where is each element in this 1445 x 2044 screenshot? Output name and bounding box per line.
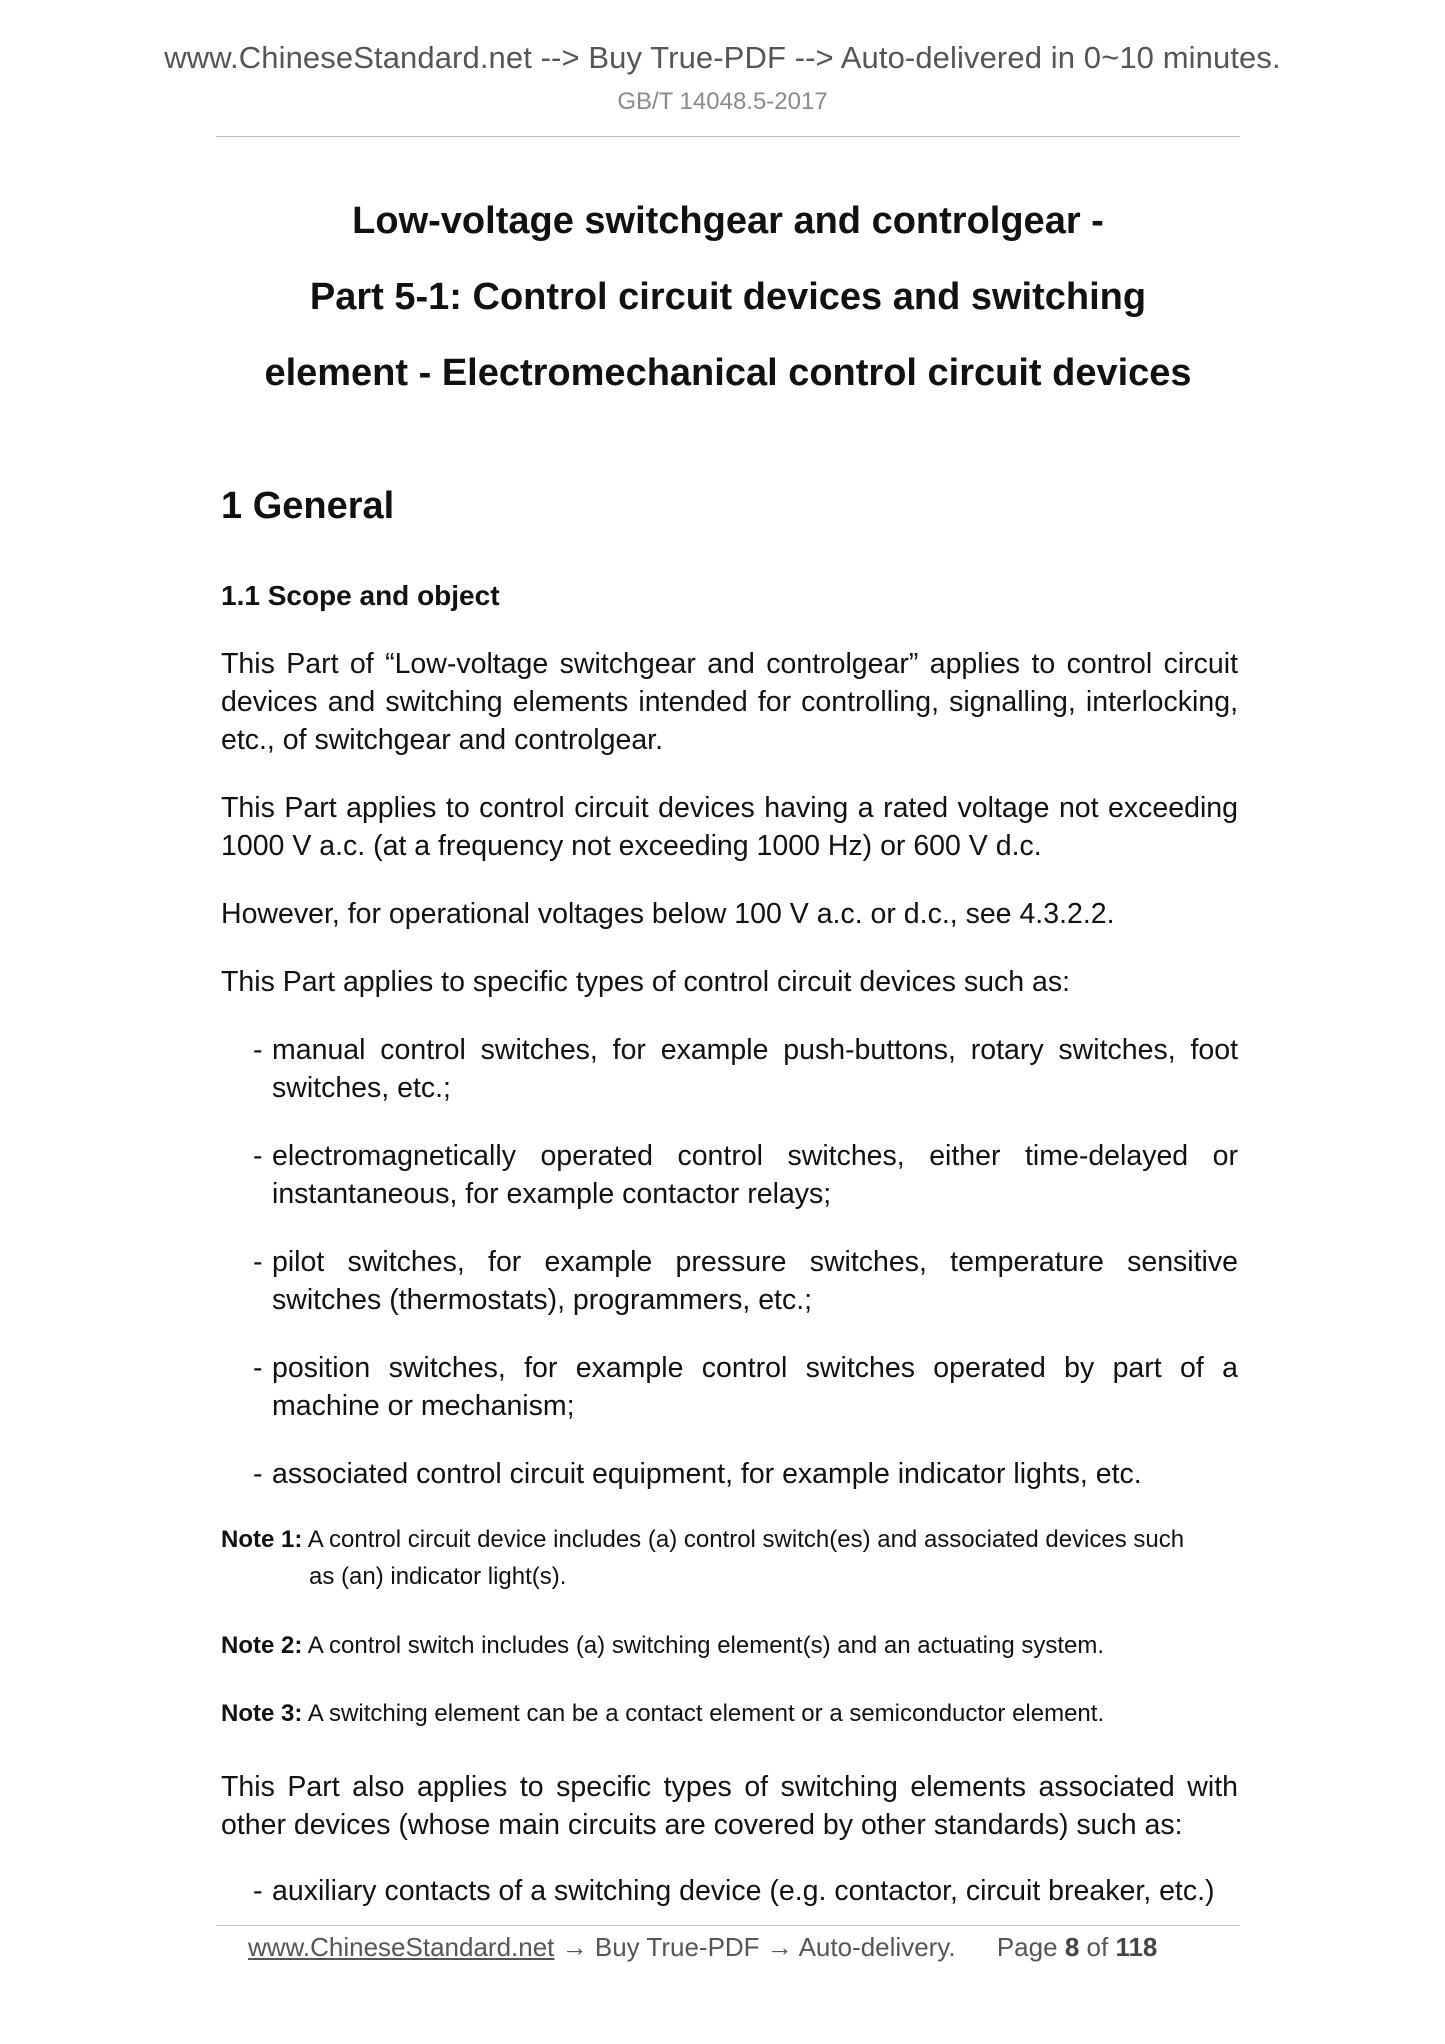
title-line-1: Low-voltage switchgear and controlgear - [352,200,1104,242]
note-label: Note 3: [221,1700,303,1727]
section-heading: 1 General [221,485,395,527]
note-text: A control switch includes (a) switching element(s) and an actuating system. [307,1632,1105,1659]
list-item-text: electromagnetically operated control switches, either time-delayed or instantaneous, for example contactor relays; [272,1140,1238,1210]
page-label: Page [996,1932,1058,1962]
bullet-dash: - [253,1140,263,1172]
footer-link[interactable]: www.ChineseStandard.net [248,1932,555,1962]
bullet-dash: - [253,1352,263,1384]
list-item-text: position switches, for example control switches operated by part of a machine or mechanism; [272,1352,1238,1422]
subsection-heading: 1.1 Scope and object [221,580,500,611]
total-pages: 118 [1115,1932,1158,1962]
list-item [253,1872,1238,1910]
note-3 [221,1695,1238,1732]
title-line-2: Part 5-1: Control circuit devices and switching [309,276,1147,318]
bullet-dash: - [253,1458,263,1490]
header-divider [216,136,1240,137]
list-item [253,1137,1238,1213]
list-item-text: auxiliary contacts of a switching device (e.g. contactor, circuit breaker, etc.) [272,1875,1215,1907]
list-item-text: pilot switches, for example pressure switches, temperature sensitive switches (thermostats), programmers, etc.; [272,1246,1238,1316]
list-item [253,1349,1238,1425]
paragraph-operational-voltage: However, for operational voltages below 100 V a.c. or d.c., see 4.3.2.2. [221,898,1115,930]
page-number: 8 [1064,1932,1080,1962]
paragraph-scope: This Part of “Low-voltage switchgear and controlgear” applies to control circuit devices and switching elements intended for controlling, signalling, interlocking, etc., of switchgear and controlgear. [221,648,1238,756]
note-1 [221,1521,1238,1595]
list-item-text: associated control circuit equipment, for example indicator lights, etc. [272,1458,1142,1490]
note-2 [221,1627,1238,1664]
standard-code: GB/T 14048.5-2017 [617,88,828,115]
note-label: Note 2: [221,1632,303,1659]
list-item [253,1243,1238,1319]
list-item-text: manual control switches, for example push-buttons, rotary switches, foot switches, etc.; [272,1034,1238,1104]
footer-divider [216,1925,1240,1926]
paragraph-switching-elements: This Part also applies to specific types of switching elements associated with other devices (whose main circuits are covered by other standards) such as: [221,1771,1238,1841]
list-item [253,1455,1238,1493]
top-banner: www.ChineseStandard.net --> Buy True-PDF --> Auto-delivered in 0~10 minutes. [164,40,1281,75]
note-label: Note 1: [221,1526,303,1553]
note-text: A switching element can be a contact element or a semiconductor element. [307,1700,1105,1727]
note-text-continued: as (an) indicator light(s). [309,1563,567,1590]
footer [248,1932,1157,1963]
list-item [253,1031,1238,1107]
title-line-3: element - Electromechanical control circuit devices [264,352,1192,394]
of-label: of [1086,1932,1109,1962]
note-text: A control circuit device includes (a) control switch(es) and associated devices such [307,1526,1185,1553]
bullet-dash: - [253,1246,263,1278]
paragraph-device-types: This Part applies to specific types of control circuit devices such as: [221,966,1071,998]
footer-tagline: → Buy True-PDF → Auto-delivery. [554,1932,956,1962]
bullet-dash: - [253,1034,263,1066]
paragraph-rated-voltage: This Part applies to control circuit devices having a rated voltage not exceeding 1000 V a.c. (at a frequency not exceeding 1000 Hz) or 600 V d.c. [221,792,1238,862]
bullet-dash: - [253,1875,263,1907]
